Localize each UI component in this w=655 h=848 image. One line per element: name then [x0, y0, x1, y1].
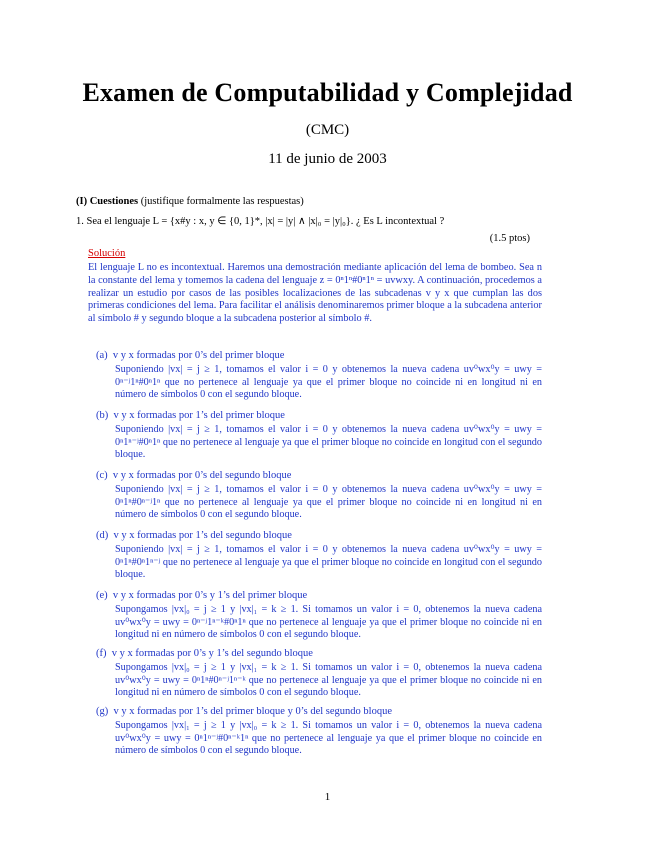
- case-b-body: Suponiendo |vx| = j ≥ 1, tomamos el valor i = 0 y obtenemos la nueva cadena uv⁰wx⁰y = uwy = 0ⁿ1ⁿ⁻ʲ#0ⁿ1ⁿ que no pertenece al lenguaje ya que el primer bloque no coincide en longitud con el segundo bloque.: [115, 424, 542, 461]
- case-e-body: Supongamos |vx|₀ = j ≥ 1 y |vx|₁ = k ≥ 1. Si tomamos un valor i = 0, obtenemos la nueva cadena uv⁰wx⁰y = uwy = 0ⁿ⁻ʲ1ⁿ⁻ᵏ#0ⁿ1ⁿ que no pertenece al lenguaje ya que el primer bloque no coincide ni en longitud ni en número de símbolos 0 con el segundo bloque.: [115, 604, 542, 641]
- page-number: 1: [324, 791, 331, 803]
- case-a-title: (a) v y x formadas por 0’s del primer bloque: [96, 350, 285, 361]
- section-header: [76, 195, 304, 208]
- section-heading: (I) Cuestiones: [76, 196, 139, 207]
- case-d-body: Suponiendo |vx| = j ≥ 1, tomamos el valor i = 0 y obtenemos la nueva cadena uv⁰wx⁰y = uwy = 0ⁿ1ⁿ#0ⁿ1ⁿ⁻ʲ que no pertenece al lenguaje ya que el primer bloque no coincide en longitud con el segundo bloque.: [115, 544, 542, 581]
- case-f-body: Supongamos |vx|₀ = j ≥ 1 y |vx|₁ = k ≥ 1. Si tomamos un valor i = 0, obtenemos la nueva cadena uv⁰wx⁰y = uwy = 0ⁿ1ⁿ#0ⁿ⁻ʲ1ⁿ⁻ᵏ que no pertenece al lenguaje ya que el primer bloque no coincide ni en longitud ni en número de símbolos 0 con el segundo bloque.: [115, 662, 542, 699]
- case-d-title: (d) v y x formadas por 1’s del segundo bloque: [96, 530, 292, 541]
- case-c-title: (c) v y x formadas por 0’s del segundo bloque: [96, 470, 292, 481]
- case-g-title: (g) v y x formadas por 1’s del primer bloque y 0’s del segundo bloque: [96, 706, 392, 717]
- exam-date: 11 de junio de 2003: [268, 151, 387, 167]
- case-g-body: Supongamos |vx|₁ = j ≥ 1 y |vx|₀ = k ≥ 1. Si tomamos un valor i = 0, obtenemos la nueva cadena uv⁰wx⁰y = uwy = 0ⁿ1ⁿ⁻ʲ#0ⁿ⁻ᵏ1ⁿ que no pertenece al lenguaje ya que el primer bloque no coincide en número de símbolos 0 con el segundo bloque.: [115, 720, 542, 757]
- case-c-body: Suponiendo |vx| = j ≥ 1, tomamos el valor i = 0 y obtenemos la nueva cadena uv⁰wx⁰y = uwy = 0ⁿ1ⁿ#0ⁿ⁻ʲ1ⁿ que no pertenece al lenguaje ya que el primer bloque no coincide ni en longitud ni en número de símbolos 0 con el segundo bloque.: [115, 484, 542, 521]
- solution-intro: El lenguaje L no es incontextual. Haremos una demostración mediante aplicación del lema de bombeo. Sea n la constante del lema y tomemos la cadena del lenguaje z = 0ⁿ1ⁿ#0ⁿ1ⁿ = uvwxy. A continuación, procedemos a realizar un estudio por casos de las posibles localizaciones de las subcadenas v y x que cumplan las dos primeras condiciones del lema. Para facilitar el análisis denominaremos primer bloque a la subcadena anterior al símbolo # y segundo bloque a la subcadena posterior al símbolo #.: [88, 262, 542, 325]
- case-f-title: (f) v y x formadas por 0’s y 1’s del segundo bloque: [96, 648, 313, 659]
- question-points: (1.5 ptos): [489, 233, 530, 244]
- section-note: (justifique formalmente las respuestas): [140, 196, 304, 207]
- case-a-body: Suponiendo |vx| = j ≥ 1, tomamos el valor i = 0 y obtenemos la nueva cadena uv⁰wx⁰y = uwy = 0ⁿ⁻ʲ1ⁿ#0ⁿ1ⁿ que no pertenece al lenguaje ya que el primer bloque no coincide ni en longitud ni en número de símbolos 0 con el segundo bloque.: [115, 364, 542, 401]
- course-acronym: (CMC): [305, 122, 350, 138]
- case-b-title: (b) v y x formadas por 1’s del primer bloque: [96, 410, 285, 421]
- question-line: [76, 215, 444, 228]
- question-number: 1.: [76, 216, 84, 227]
- question-text: Sea el lenguaje L = {x#y : x, y ∈ {0, 1}*, |x| = |y| ∧ |x|₀ = |y|₀}. ¿ Es L incontextual ?: [86, 216, 445, 227]
- page-title: Examen de Computabilidad y Complejidad: [82, 78, 573, 107]
- case-e-title: (e) v y x formadas por 0’s y 1’s del primer bloque: [96, 590, 308, 601]
- solution-label: Solución: [88, 248, 126, 259]
